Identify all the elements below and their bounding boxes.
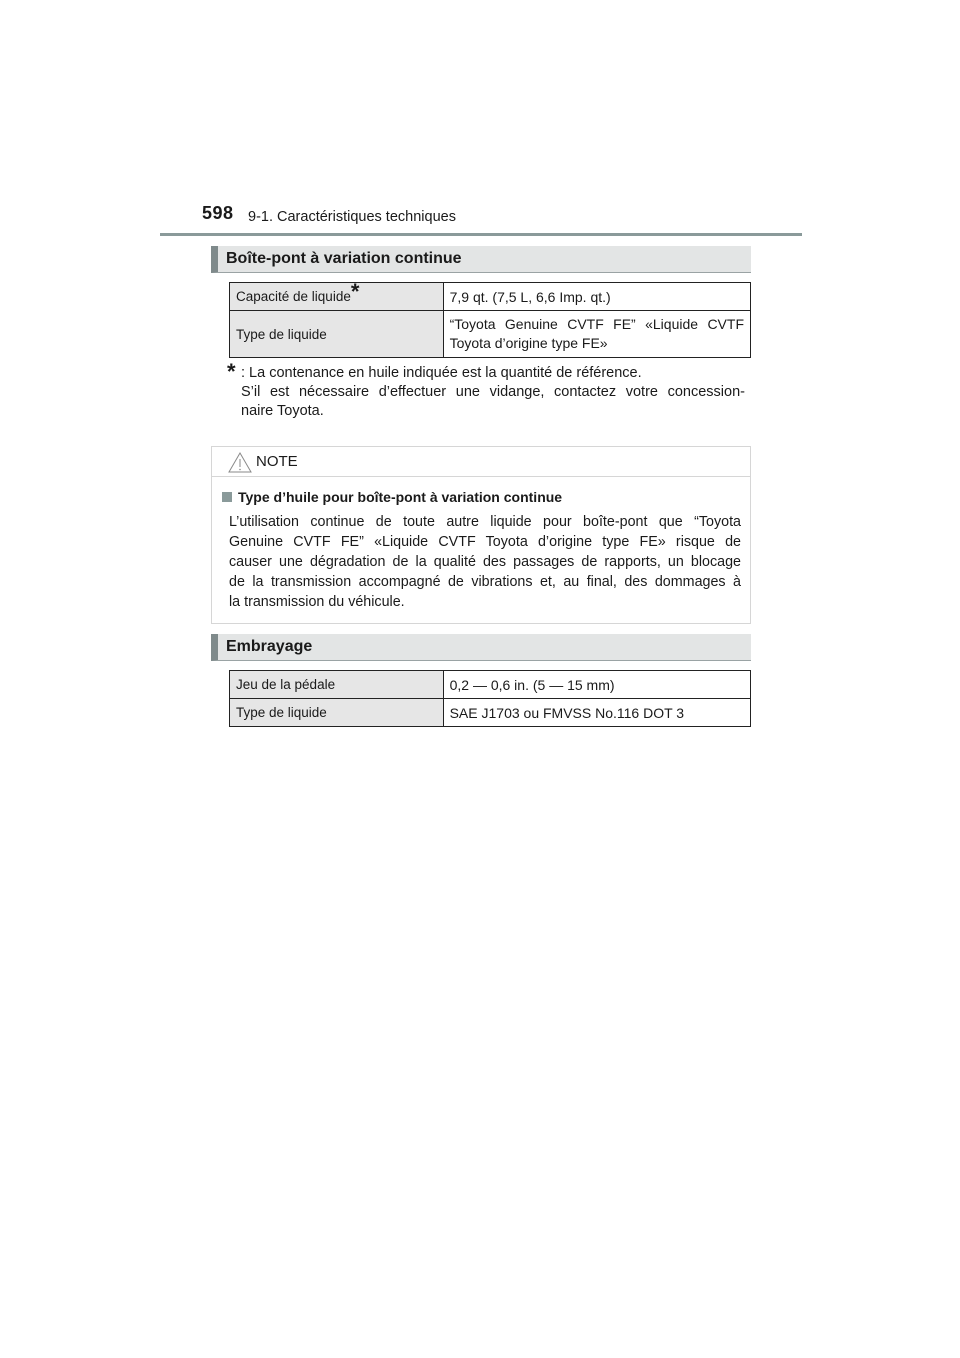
- table-row: [230, 699, 751, 727]
- table-row: [230, 671, 751, 699]
- fluid-capacity-label: Capacité de liquide: [236, 289, 351, 304]
- fluid-type-value-line: “Toyota Genuine CVTF FE” «Liquide CVTF: [449, 316, 744, 332]
- section-heading-clutch: [211, 634, 751, 661]
- table-cell-label: [230, 279, 444, 311]
- footnote-line: : La contenance en huile indiquée est la quantité de référence.: [241, 365, 642, 381]
- footnote-star: *: [227, 359, 236, 384]
- page-header: [160, 202, 802, 236]
- note-box: [211, 446, 751, 624]
- footnote-line: naire Toyota.: [241, 403, 324, 419]
- note-subhead-text: Type d’huile pour boîte-pont à variation continue: [238, 489, 563, 505]
- note-title-bar: [212, 447, 750, 477]
- pedal-play-label: Jeu de la pédale: [230, 671, 444, 699]
- page-number: 598: [202, 203, 234, 223]
- chapter-title: 9-1. Caractéristiques techniques: [248, 209, 456, 225]
- note-body-line: Genuine CVTF FE” «Liquide CVTF Toyota d’origine type FE» risque de: [229, 534, 741, 550]
- pedal-play-value: 0,2 — 0,6 in. (5 — 15 mm): [443, 671, 750, 699]
- fluid-type-label: Type de liquide: [230, 311, 444, 358]
- footnote: [227, 359, 745, 421]
- note-body-line: la transmission du véhicule.: [229, 594, 405, 610]
- warning-triangle-icon: [228, 452, 252, 473]
- section-title-cvt: Boîte-pont à variation continue: [226, 250, 462, 267]
- footnote-line: S’il est nécessaire d’effectuer une vidange, contactez votre concession-: [241, 384, 745, 400]
- section-heading-cvt: [211, 246, 751, 273]
- clutch-fluid-type-label: Type de liquide: [230, 699, 444, 727]
- square-bullet-icon: [222, 492, 232, 502]
- fluid-type-value-line: Toyota d’origine type FE»: [449, 335, 608, 351]
- table-cell-value: [443, 311, 750, 358]
- table-row: [230, 283, 751, 311]
- note-body: [229, 512, 741, 612]
- clutch-fluid-type-value: SAE J1703 ou FMVSS No.116 DOT 3: [443, 699, 750, 727]
- clutch-spec-table: [229, 670, 751, 727]
- note-label: NOTE: [256, 453, 298, 470]
- cvt-spec-table: [229, 279, 751, 358]
- note-body-line: causer une dégradation de la qualité des passages de rapports, un blocage: [229, 554, 741, 570]
- section-title-clutch: Embrayage: [226, 638, 313, 655]
- footnote-mark: *: [350, 279, 360, 304]
- note-body-line: de la transmission accompagné de vibrations et, au final, des dommages à: [229, 574, 741, 590]
- fluid-capacity-value: 7,9 qt. (7,5 L, 6,6 Imp. qt.): [443, 283, 750, 311]
- table-row: [230, 311, 751, 358]
- note-body-line: L’utilisation continue de toute autre liquide pour boîte-pont que “Toyota: [229, 514, 741, 530]
- note-subhead: [222, 489, 562, 505]
